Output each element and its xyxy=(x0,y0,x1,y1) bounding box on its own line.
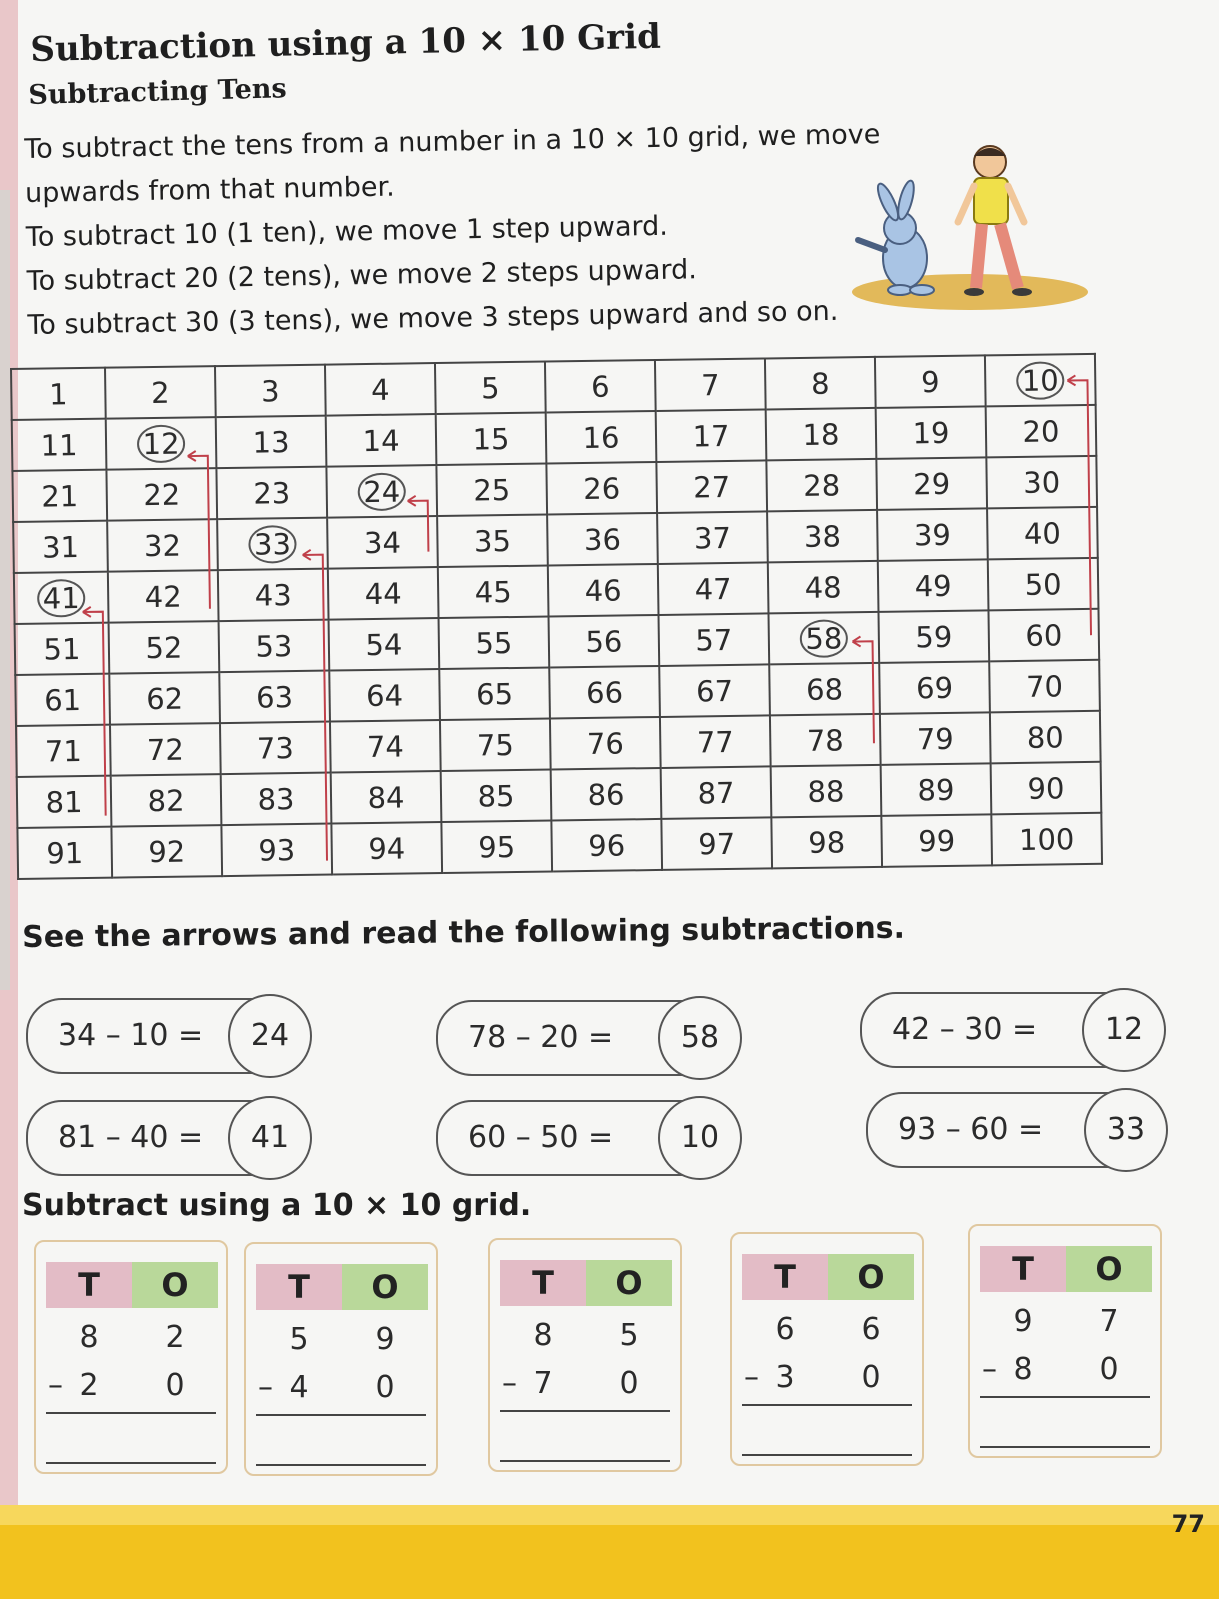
grid-cell xyxy=(545,360,656,413)
page-footer-band xyxy=(0,1505,1219,1599)
grid-cell-number: 27 xyxy=(693,469,731,504)
grid-cell xyxy=(216,416,327,469)
grid-cell xyxy=(17,776,112,828)
equation-answer: 24 xyxy=(228,994,312,1078)
grid-cell xyxy=(881,763,992,816)
grid-cell xyxy=(106,468,217,521)
grid-cell-number: 3 xyxy=(260,373,280,408)
grid-cell xyxy=(108,570,219,623)
grid-cell-number: 20 xyxy=(1022,413,1060,449)
grid-cell xyxy=(327,516,438,569)
grid-cell xyxy=(987,507,1098,560)
grid-cell-number: 26 xyxy=(583,470,621,506)
equation-answer: 33 xyxy=(1084,1088,1168,1172)
ones-digit: 2 xyxy=(165,1320,185,1355)
grid-cell-number: 7 xyxy=(700,367,720,402)
page-number: 77 xyxy=(1171,1510,1205,1538)
grid-cell xyxy=(878,559,989,612)
tens-digit: 5 xyxy=(289,1322,309,1357)
footer-stripe xyxy=(0,1505,1219,1525)
grid-cell xyxy=(877,508,988,561)
grid-cell-number: 77 xyxy=(696,724,734,759)
tens-header: T xyxy=(256,1264,342,1310)
subtraction-exercise-box xyxy=(730,1232,924,1466)
intro-line: To subtract 20 (2 tens), we move 2 steps upward. xyxy=(26,254,698,297)
tens-digit: 6 xyxy=(775,1312,795,1347)
subtraction-exercise-box xyxy=(244,1242,438,1476)
grid-cell xyxy=(655,358,766,411)
ones-header: O xyxy=(1066,1246,1152,1292)
grid-cell-number: 14 xyxy=(362,423,400,458)
tens-digit: 8 xyxy=(79,1320,99,1355)
grid-cell-number: 55 xyxy=(475,625,513,661)
grid-cell xyxy=(15,623,110,675)
grid-cell xyxy=(11,368,106,420)
equation-answer: 58 xyxy=(658,996,742,1080)
grid-cell xyxy=(658,562,769,615)
grid-cell-number: 41 xyxy=(36,578,85,617)
grid-cell xyxy=(547,513,658,566)
subtraction-exercise-box xyxy=(968,1224,1162,1458)
grid-cell-number: 69 xyxy=(915,670,954,705)
grid-cell-number: 19 xyxy=(912,415,950,450)
grid-cell-number: 35 xyxy=(473,523,512,559)
grid-cell xyxy=(988,558,1099,611)
grid-cell xyxy=(991,762,1102,815)
grid-cell-number: 47 xyxy=(694,571,732,606)
minus-sign: – xyxy=(502,1366,517,1401)
answer-line xyxy=(500,1460,670,1462)
grid-cell-number: 51 xyxy=(43,631,81,667)
grid-cell xyxy=(661,817,772,870)
grid-cell xyxy=(879,661,990,714)
grid-cell xyxy=(771,816,882,869)
intro-text xyxy=(24,113,908,348)
grid-cell-number: 11 xyxy=(40,427,78,463)
grid-cell xyxy=(435,362,546,415)
minus-sign: – xyxy=(258,1370,273,1405)
grid-cell-number: 54 xyxy=(365,627,403,662)
grid-cell-number: 87 xyxy=(697,775,735,810)
grid-cell-number: 68 xyxy=(805,671,844,707)
grid-cell xyxy=(765,357,876,410)
grid-cell xyxy=(438,566,549,619)
grid-cell xyxy=(986,405,1097,458)
grid-cell xyxy=(215,365,326,418)
answer-line xyxy=(256,1414,426,1416)
grid-cell xyxy=(550,717,661,770)
grid-cell xyxy=(548,564,659,617)
grid-cell-number: 28 xyxy=(803,467,841,503)
subtraction-exercise-box xyxy=(488,1238,682,1472)
grid-cell xyxy=(659,664,770,717)
answer-line xyxy=(980,1396,1150,1398)
grid-cell xyxy=(875,355,986,408)
ones-header: O xyxy=(586,1260,672,1306)
grid-cell-number: 52 xyxy=(145,630,183,665)
grid-cell-number: 96 xyxy=(588,827,626,863)
grid-cell xyxy=(660,715,771,768)
grid-cell-number: 32 xyxy=(143,528,182,563)
ones-digit: 0 xyxy=(861,1360,881,1395)
grid-cell-number: 60 xyxy=(1025,617,1063,653)
tens-digit: 8 xyxy=(533,1318,553,1353)
tens-digit: 4 xyxy=(289,1370,309,1405)
minus-sign: – xyxy=(744,1360,759,1395)
grid-cell-number: 92 xyxy=(148,834,186,869)
grid-cell xyxy=(331,771,442,824)
grid-cell-number: 44 xyxy=(364,576,402,611)
grid-cell xyxy=(876,406,987,459)
grid-cell xyxy=(767,510,878,563)
ones-digit: 0 xyxy=(619,1366,639,1401)
grid-cell xyxy=(766,408,877,461)
grid-cell-number: 80 xyxy=(1026,719,1064,755)
grid-cell xyxy=(437,515,548,568)
grid-cell-number: 86 xyxy=(587,776,625,812)
grid-cell-number: 2 xyxy=(150,375,170,410)
tens-digit: 2 xyxy=(79,1368,99,1403)
intro-line: To subtract 10 (1 ten), we move 1 step upward. xyxy=(25,210,669,253)
answer-line xyxy=(500,1410,670,1412)
grid-cell-number: 95 xyxy=(478,829,516,865)
answer-line xyxy=(742,1454,912,1456)
intro-line: To subtract 30 (3 tens), we move 3 steps upward and so on. xyxy=(27,295,839,341)
grid-cell xyxy=(221,824,332,877)
grid-cell-number: 59 xyxy=(915,619,953,654)
grid-cell xyxy=(217,518,328,571)
grid-cell-number: 82 xyxy=(147,783,185,818)
ones-digit: 6 xyxy=(861,1312,881,1347)
equation-pill xyxy=(436,1000,740,1076)
page-edge-strip xyxy=(0,190,10,990)
ones-header: O xyxy=(132,1262,218,1308)
hundred-grid xyxy=(10,353,1103,880)
grid-cell xyxy=(14,572,109,624)
grid-cell xyxy=(439,617,550,670)
grid-cell xyxy=(549,615,660,668)
intro-line: To subtract the tens from a number in a 10 × 10 grid, we move xyxy=(24,119,881,165)
grid-cell xyxy=(16,725,111,777)
grid-cell-number: 37 xyxy=(693,520,732,555)
grid-cell-number: 15 xyxy=(472,421,510,457)
grid-cell xyxy=(656,460,767,513)
grid-cell xyxy=(436,464,547,517)
grid-cell xyxy=(771,765,882,818)
grid-cell-number: 22 xyxy=(143,477,181,512)
grid-cell xyxy=(769,612,880,665)
grid-cell-number: 43 xyxy=(254,577,292,613)
answer-line xyxy=(980,1446,1150,1448)
grid-cell xyxy=(111,825,222,878)
grid-cell-number: 40 xyxy=(1023,515,1062,551)
grid-cell-number: 30 xyxy=(1023,464,1061,500)
grid-cell xyxy=(329,669,440,722)
grid-cell-number: 75 xyxy=(476,727,514,763)
grid-cell-number: 46 xyxy=(584,572,622,608)
grid-cell xyxy=(986,456,1097,509)
grid-cell xyxy=(441,820,552,873)
answer-line xyxy=(46,1462,216,1464)
grid-cell-number: 16 xyxy=(582,419,620,455)
grid-cell-number: 56 xyxy=(585,623,623,659)
ones-header: O xyxy=(828,1254,914,1300)
ones-header: O xyxy=(342,1264,428,1310)
grid-cell-number: 1 xyxy=(48,376,68,411)
equation-expression: 78 – 20 = xyxy=(468,1020,614,1055)
grid-cell xyxy=(770,714,881,767)
grid-cell-number: 24 xyxy=(357,472,406,511)
grid-cell-number: 57 xyxy=(695,622,733,657)
ones-digit: 9 xyxy=(375,1322,395,1357)
equation-expression: 34 – 10 = xyxy=(58,1018,204,1053)
number-grid-table xyxy=(10,353,1103,880)
grid-cell xyxy=(551,819,662,872)
subtraction-exercise-box xyxy=(34,1240,228,1474)
ones-digit: 7 xyxy=(1099,1304,1119,1339)
grid-cell-number: 90 xyxy=(1027,770,1065,806)
equation-expression: 60 – 50 = xyxy=(468,1120,614,1155)
minus-sign: – xyxy=(48,1368,63,1403)
grid-cell-number: 45 xyxy=(474,574,512,610)
grid-cell xyxy=(325,363,436,416)
grid-cell xyxy=(441,769,552,822)
ones-digit: 0 xyxy=(165,1368,185,1403)
grid-cell xyxy=(326,465,437,518)
ones-digit: 5 xyxy=(619,1318,639,1353)
grid-cell-number: 12 xyxy=(136,424,185,463)
grid-cell xyxy=(439,668,550,721)
grid-cell xyxy=(990,711,1101,764)
grid-cell-number: 98 xyxy=(808,824,846,860)
grid-cell-number: 84 xyxy=(367,780,405,815)
answer-line xyxy=(742,1404,912,1406)
grid-cell-number: 50 xyxy=(1024,566,1062,602)
grid-cell xyxy=(329,618,440,671)
grid-cell xyxy=(766,459,877,512)
grid-cell-number: 21 xyxy=(41,478,79,514)
grid-cell xyxy=(105,366,216,419)
intro-line: upwards from that number. xyxy=(24,171,395,209)
equation-pill xyxy=(436,1100,740,1176)
section-subtitle: Subtracting Tens xyxy=(28,73,288,111)
grid-cell-number: 36 xyxy=(583,521,622,557)
grid-cell-number: 67 xyxy=(695,673,734,708)
grid-cell-number: 72 xyxy=(146,732,185,767)
grid-cell xyxy=(656,409,767,462)
ones-digit: 0 xyxy=(1099,1352,1119,1387)
answer-line xyxy=(46,1412,216,1414)
boy-icon xyxy=(958,146,1032,296)
grid-cell-number: 61 xyxy=(43,682,82,718)
grid-cell-number: 9 xyxy=(920,364,940,399)
grid-cell-number: 34 xyxy=(363,525,402,560)
grid-cell xyxy=(881,814,992,867)
grid-cell xyxy=(991,813,1102,866)
ones-digit: 0 xyxy=(375,1370,395,1405)
grid-cell xyxy=(331,822,442,875)
grid-cell-number: 23 xyxy=(253,475,291,511)
grid-cell-number: 5 xyxy=(480,370,500,405)
grid-cell xyxy=(768,561,879,614)
grid-cell-number: 38 xyxy=(803,518,842,554)
tens-digit: 8 xyxy=(1013,1352,1033,1387)
equation-answer: 41 xyxy=(228,1096,312,1180)
grid-cell-number: 81 xyxy=(45,784,83,820)
grid-cell-number: 79 xyxy=(916,721,954,756)
grid-cell xyxy=(109,621,220,674)
grid-cell-number: 10 xyxy=(1016,361,1065,400)
grid-cell xyxy=(326,414,437,467)
grid-cell-number: 29 xyxy=(913,466,951,501)
grid-cell-number: 88 xyxy=(807,773,845,809)
equation-pill xyxy=(866,1092,1166,1168)
grid-cell-number: 78 xyxy=(806,722,844,758)
grid-cell xyxy=(549,666,660,719)
grid-cell xyxy=(985,354,1096,407)
grid-cell-number: 91 xyxy=(46,835,84,871)
grid-cell xyxy=(878,610,989,663)
grid-cell-number: 100 xyxy=(1018,821,1075,857)
grid-cell xyxy=(17,827,112,879)
grid-cell-number: 62 xyxy=(145,681,184,716)
see-arrows-heading: See the arrows and read the following subtractions. xyxy=(22,910,906,955)
grid-cell-number: 70 xyxy=(1025,668,1064,704)
grid-cell-number: 39 xyxy=(913,517,952,552)
equation-expression: 81 – 40 = xyxy=(58,1120,204,1155)
grid-cell-number: 63 xyxy=(255,679,294,715)
grid-cell-number: 66 xyxy=(585,674,624,710)
grid-cell xyxy=(880,712,991,765)
grid-cell-number: 13 xyxy=(252,424,290,460)
grid-cell xyxy=(219,671,330,724)
equation-pill xyxy=(26,998,310,1074)
grid-cell-number: 58 xyxy=(799,619,848,658)
grid-cell xyxy=(15,674,110,726)
grid-cell-number: 17 xyxy=(692,418,730,453)
grid-cell-number: 42 xyxy=(144,579,182,614)
grid-cell-number: 31 xyxy=(41,529,80,565)
grid-cell xyxy=(106,417,217,470)
tens-digit: 3 xyxy=(775,1360,795,1395)
grid-cell-number: 85 xyxy=(477,778,515,814)
grid-cell xyxy=(546,411,657,464)
grid-cell xyxy=(107,519,218,572)
grid-cell xyxy=(330,720,441,773)
page-title: Subtraction using a 10 × 10 Grid xyxy=(30,16,662,70)
subtract-heading: Subtract using a 10 × 10 grid. xyxy=(22,1188,532,1223)
grid-cell-number: 4 xyxy=(370,372,390,407)
grid-cell-number: 64 xyxy=(365,678,404,713)
grid-cell xyxy=(988,609,1099,662)
grid-cell-number: 83 xyxy=(257,781,295,817)
tens-digit: 7 xyxy=(533,1366,553,1401)
grid-cell-number: 89 xyxy=(917,772,955,807)
grid-cell-number: 18 xyxy=(802,416,840,452)
grid-cell xyxy=(436,413,547,466)
tens-header: T xyxy=(980,1246,1066,1292)
grid-cell xyxy=(13,521,108,573)
equation-answer: 12 xyxy=(1082,988,1166,1072)
tens-header: T xyxy=(500,1260,586,1306)
grid-cell-number: 25 xyxy=(473,472,511,508)
rabbit-icon xyxy=(858,179,934,295)
grid-cell xyxy=(12,470,107,522)
tens-header: T xyxy=(46,1262,132,1308)
grid-cell xyxy=(876,457,987,510)
grid-cell xyxy=(657,511,768,564)
minus-sign: – xyxy=(982,1352,997,1387)
grid-cell-number: 76 xyxy=(586,725,624,761)
equation-pill xyxy=(860,992,1164,1068)
grid-cell xyxy=(769,663,880,716)
grid-cell xyxy=(659,613,770,666)
grid-cell-number: 99 xyxy=(918,823,956,858)
grid-cell-number: 8 xyxy=(810,366,830,401)
grid-cell xyxy=(989,660,1100,713)
grid-cell xyxy=(109,672,220,725)
boy-and-rabbit-illustration xyxy=(840,140,1090,330)
grid-cell-number: 71 xyxy=(44,733,83,769)
grid-cell xyxy=(221,773,332,826)
tens-digit: 9 xyxy=(1013,1304,1033,1339)
grid-cell-number: 49 xyxy=(914,568,952,603)
tens-header: T xyxy=(742,1254,828,1300)
grid-cell xyxy=(111,774,222,827)
grid-cell-number: 48 xyxy=(804,569,842,605)
grid-cell xyxy=(220,722,331,775)
grid-cell-number: 74 xyxy=(366,729,405,764)
grid-cell xyxy=(216,467,327,520)
grid-cell-number: 33 xyxy=(248,525,297,564)
equation-expression: 42 – 30 = xyxy=(892,1012,1038,1047)
grid-cell-number: 65 xyxy=(475,676,514,712)
grid-cell-number: 73 xyxy=(256,730,295,766)
grid-cell xyxy=(546,462,657,515)
grid-cell xyxy=(12,419,107,471)
grid-cell xyxy=(110,723,221,776)
grid-cell xyxy=(219,620,330,673)
grid-cell xyxy=(551,768,662,821)
grid-cell xyxy=(328,567,439,620)
grid-cell-number: 97 xyxy=(698,826,736,861)
equation-expression: 93 – 60 = xyxy=(898,1112,1044,1147)
grid-cell-number: 53 xyxy=(255,628,293,664)
equation-answer: 10 xyxy=(658,1096,742,1180)
grid-cell-number: 6 xyxy=(590,369,610,404)
grid-cell-number: 94 xyxy=(368,831,406,866)
grid-cell xyxy=(661,766,772,819)
grid-cell xyxy=(440,718,551,771)
answer-line xyxy=(256,1464,426,1466)
equation-pill xyxy=(26,1100,310,1176)
grid-cell xyxy=(218,569,329,622)
grid-cell-number: 93 xyxy=(258,832,296,868)
